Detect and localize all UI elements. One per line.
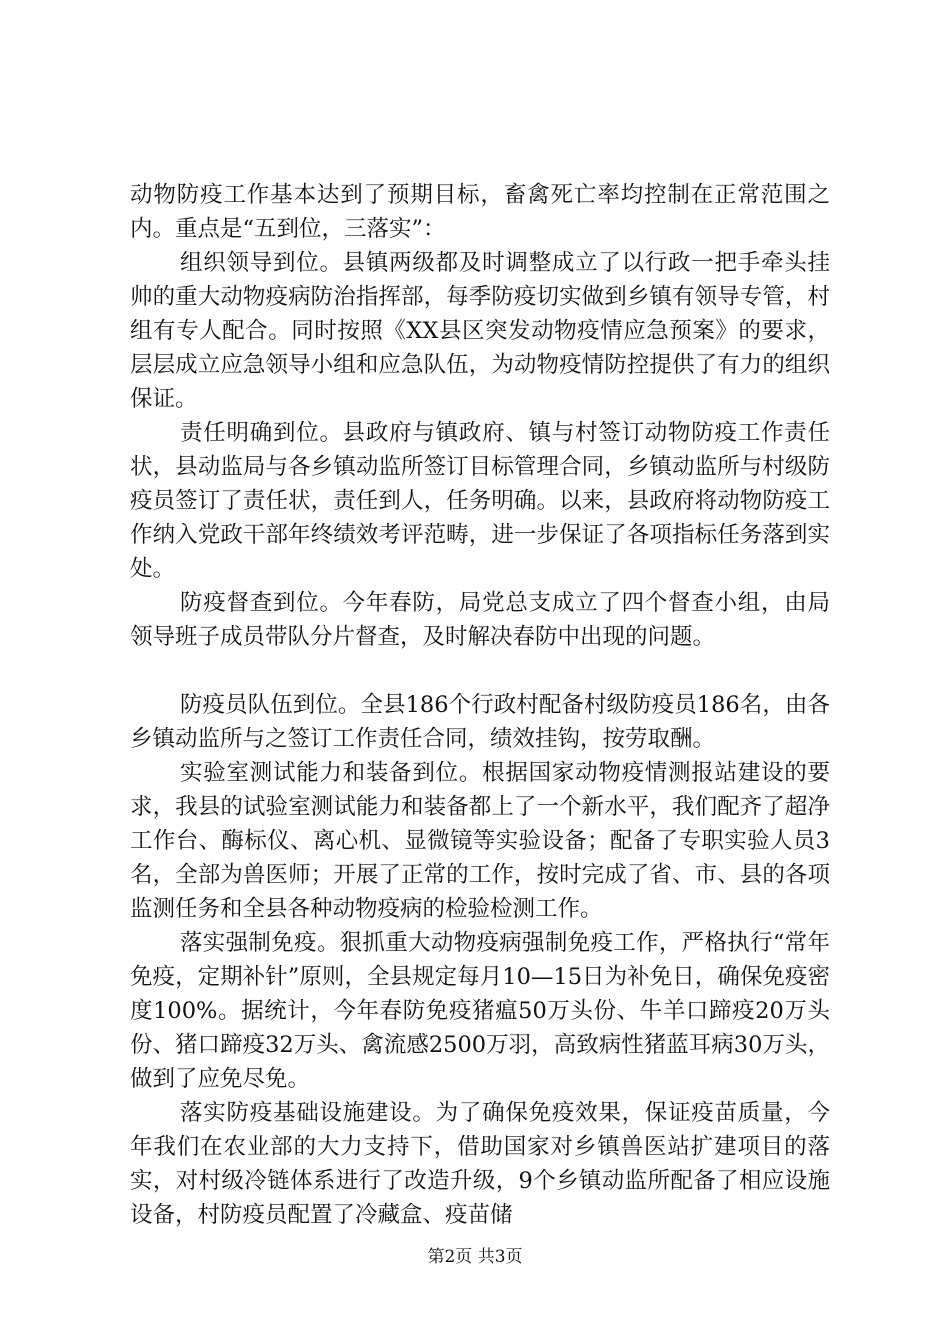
page-footer: 第2页 共3页: [427, 1247, 523, 1267]
paragraph-immunization: 落实强制免疫。狠抓重大动物疫病强制免疫工作，严格执行“常年免疫，定期补针”原则，全县规定每月10—15日为补免日，确保免疫密度100%。据统计，今年春防免疫猪瘟50万头份、牛羊口蹄疫20万头份、猪口蹄疫32万头、禽流感2500万羽，高致病性猪蓝耳病30万头，做到了应免尽免。: [130, 930, 830, 1092]
paragraph-responsibility: 责任明确到位。县政府与镇政府、镇与村签订动物防疫工作责任状，县动监局与各乡镇动监所签订目标管理合同，乡镇动监所与村级防疫员签订了责任状，责任到人，任务明确。以来，县政府将动物防疫工作纳入党政干部年终绩效考评范畴，进一步保证了各项指标任务落到实处。: [130, 420, 830, 582]
paragraph-infrastructure: 落实防疫基础设施建设。为了确保免疫效果，保证疫苗质量，今年我们在农业部的大力支持下，借助国家对乡镇兽医站扩建项目的落实，对村级冷链体系进行了改造升级，9个乡镇动监所配备了相应设施设备，村防疫员配置了冷藏盒、疫苗储: [130, 1100, 830, 1228]
document-body: [130, 178, 830, 1232]
paragraph-staff: 防疫员队伍到位。全县186个行政村配备村级防疫员186名，由各乡镇动监所与之签订工作责任合同，绩效挂钩，按劳取酬。: [130, 692, 830, 752]
paragraph-organization: 组织领导到位。县镇两级都及时调整成立了以行政一把手牵头挂帅的重大动物疫病防治指挥部，每季防疫切实做到乡镇有领导专管，村组有专人配合。同时按照《XX县区突发动物疫情应急预案》的要求，层层成立应急领导小组和应急队伍，为动物疫情防控提供了有力的组织保证。: [130, 250, 830, 412]
paragraph-intro: 动物防疫工作基本达到了预期目标，畜禽死亡率均控制在正常范围之内。重点是“五到位，三落实”：: [130, 182, 830, 242]
paragraph-laboratory: 实验室测试能力和装备到位。根据国家动物疫情测报站建设的要求，我县的试验室测试能力和装备都上了一个新水平，我们配齐了超净工作台、酶标仪、离心机、显微镜等实验设备；配备了专职实验人员3名，全部为兽医师；开展了正常的工作，按时完成了省、市、县的各项监测任务和全县各种动物疫病的检验检测工作。: [130, 760, 830, 922]
paragraph-supervision: 防疫督查到位。今年春防，局党总支成立了四个督查小组，由局领导班子成员带队分片督查，及时解决春防中出现的问题。: [130, 590, 830, 650]
